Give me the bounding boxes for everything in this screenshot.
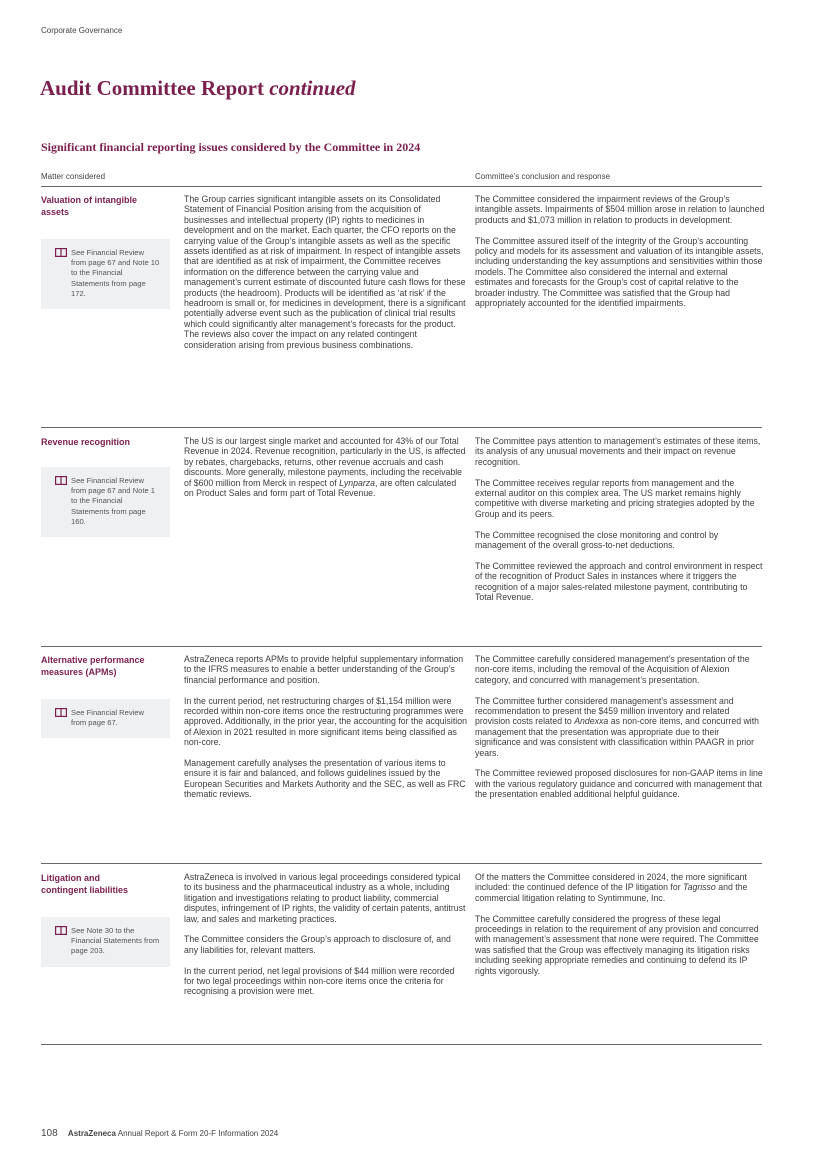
header-conclusion: Committee’s conclusion and response bbox=[475, 172, 611, 181]
paragraph: The Committee receives regular reports from management and the external auditor on this complex area. The US market remains highly competitive with diverse marketing and pricing strategies adopted by the Group and its peers. bbox=[475, 477, 755, 519]
paragraph: AstraZeneca reports APMs to provide helpful supplementary information to the IFRS measures to enable a better understanding of the Group’s financial performance and position. bbox=[184, 654, 464, 685]
paragraph: Management carefully analyses the presentation of various items to ensure it is fair and balanced, and follows guidelines issued by the European Securities and Markets Authority and the SEC, as well as FRC thematic reviews. bbox=[184, 758, 466, 800]
book-icon bbox=[55, 708, 67, 717]
cross-reference-text: See Financial Review from page 67 and Note 10 to the Financial Statements from page 172. bbox=[71, 248, 160, 298]
cross-reference-text: See Financial Review from page 67 and Note 1 to the Financial Statements from page 160. bbox=[71, 476, 156, 526]
matter-title: Alternative performance measures (APMs) bbox=[41, 655, 145, 677]
paragraph: The US is our largest single market and accounted for 43% of our Total Revenue in 2024. Revenue recognition, particularly in the US, is affected by rebates, chargebacks, returns, other revenue accruals and cash discounts. More generally, milestone payments, including the receivable of $600 million from Merck in respect of Lynparza, are often calculated on Product Sales and form part of Total Revenue. bbox=[184, 436, 466, 499]
paragraph: The Committee carefully considered the progress of these legal proceedings in relation to the requirement of any provision and concurred with management’s assessment that none were required. The Committee was satisfied that the Group was effectively managing its litigation risks including seeking appropriate remedies and continuing to defend its IP rights vigorously. bbox=[475, 913, 759, 976]
cross-reference-text: See Financial Review from page 67. bbox=[71, 708, 145, 728]
header-matter: Matter considered bbox=[41, 172, 106, 181]
book-icon bbox=[55, 248, 67, 257]
book-icon bbox=[55, 476, 67, 485]
paragraph: The Committee further considered management’s assessment and recommendation to present the $459 million inventory and related provision costs related to Andexxa as non-core items, and concurred with management that the presentation was appropriate due to their significance and was consistent with classification within PAAGR in prior years. bbox=[475, 695, 760, 758]
footer-text: Annual Report & Form 20-F Information 2024 bbox=[117, 1129, 279, 1138]
paragraph: The Committee recognised the close monitoring and control by management of the overall gross-to-net deductions. bbox=[475, 529, 719, 551]
product-name: Lynparza bbox=[339, 477, 375, 488]
cross-reference-text: See Note 30 to the Financial Statements from page 203. bbox=[71, 926, 160, 956]
row-divider bbox=[41, 427, 762, 428]
paragraph: The Group carries significant intangible assets on its Consolidated Statement of Financial Position arising from the acquisition of businesses and intellectual property (IP) rights to medicines in development and on the market. Each quarter, the CFO reports on the carrying value of the Group’s intangible assets as well as the specific assets identified as at risk of impairment. In respect of intangible assets that are identified as at risk of impairment, the Committee receives information on the difference between the carrying value and management’s current estimate of discounted future cash flows for these products (the headroom). Products will be identified as ‘at risk’ if the headroom is small or, for medicines in development, there is a significant potentially adverse event such as the publication of clinical trial results which could significantly alter management’s forecasts for the product. The reviews also cover the impact on any related contingent consideration arising from previous business combinations. bbox=[184, 194, 466, 350]
matter-description bbox=[184, 872, 467, 997]
matter-title: Litigation and contingent liabilities bbox=[41, 873, 129, 895]
matter-description bbox=[184, 436, 467, 498]
table-subtitle: Significant financial reporting issues considered by the Committee in 2024 bbox=[41, 140, 421, 154]
paragraph: The Committee reviewed the approach and control environment in respect of the recognition of Product Sales in instances where it triggers the recognition of a major sales-related milestone payment, contributing to Total Revenue. bbox=[475, 560, 763, 603]
table-row bbox=[41, 194, 765, 420]
matter-description bbox=[184, 194, 467, 350]
paragraph: The Committee considered the impairment reviews of the Group’s intangible assets. Impairments of $504 million arose in relation to launched products and $1,073 million in relation to products in development. bbox=[475, 194, 765, 225]
matter-title: Revenue recognition bbox=[41, 437, 131, 447]
page-number: 108 bbox=[41, 1128, 58, 1139]
paragraph: The Committee pays attention to management’s estimates of these items, its analysis of any unusual movements and their impact on revenue recognition. bbox=[475, 436, 761, 467]
page-title-main: Audit Committee Report bbox=[40, 76, 264, 100]
cross-reference bbox=[41, 917, 170, 967]
page-title-continued: continued bbox=[269, 76, 356, 100]
paragraph: In the current period, net restructuring charges of $1,154 million were recorded within non-core items once the restructuring programmes were approved. Additionally, in the prior year, the accounting for the acquisition of Alexion in 2021 resulted in more significant items being classified as non-core. bbox=[184, 695, 467, 748]
section-label: Corporate Governance bbox=[41, 26, 123, 35]
product-name: Tagrisso bbox=[683, 882, 716, 893]
table-row bbox=[41, 436, 762, 641]
paragraph: Of the matters the Committee considered in 2024, the more significant included: the continued defence of the IP litigation for Tagrisso and the commercial litigation relating to Syntimmune, Inc. bbox=[475, 872, 748, 903]
page-title bbox=[40, 76, 356, 101]
cross-reference bbox=[41, 239, 170, 309]
table-row bbox=[41, 872, 762, 1042]
paragraph: The Committee carefully considered management’s presentation of the non-core items, including the removal of the Acquisition of Alexion category, and concurred with management’s presentation. bbox=[475, 654, 750, 685]
paragraph: The Committee considers the Group’s approach to disclosure of, and any liabilities for, relevant matters. bbox=[184, 934, 451, 955]
cross-reference bbox=[41, 467, 170, 537]
book-icon bbox=[55, 926, 67, 935]
header-divider bbox=[41, 186, 762, 187]
paragraph: The Committee reviewed proposed disclosures for non-GAAP items in line with the various regulatory guidance and concurred with management that the presentation enabled additional helpful guidance. bbox=[475, 768, 763, 800]
cross-reference bbox=[41, 699, 170, 738]
committee-response bbox=[475, 194, 765, 308]
paragraph: The Committee assured itself of the integrity of the Group’s accounting policy and models for its assessment and valuation of its intangible assets, including understanding the key assumptions and sensitivities within those models. The Committee also considered the internal and external estimates and forecasts for the Group’s cost of capital relative to the broader industry. The Committee was satisfied that the Group had appropriately accounted for the identified impairments. bbox=[475, 235, 764, 309]
paragraph: AstraZeneca is involved in various legal proceedings considered typical to its business and the pharmaceutical industry as a whole, including litigation and investigations relating to product liability, commercial disputes, infringement of IP rights, the validity of certain patents, antitrust law, and sales and marketing practices. bbox=[184, 872, 466, 924]
footer-brand: AstraZeneca bbox=[67, 1129, 116, 1138]
table-row bbox=[41, 654, 762, 856]
committee-response bbox=[475, 654, 765, 800]
row-divider bbox=[41, 646, 762, 647]
page-footer bbox=[41, 1128, 278, 1139]
committee-response bbox=[475, 436, 765, 602]
paragraph: In the current period, net legal provisions of $44 million were recorded for two legal proceedings within non-core items once the criteria for recognising a provision were met. bbox=[184, 965, 455, 997]
matter-title: Valuation of intangible assets bbox=[41, 195, 138, 217]
committee-response bbox=[475, 872, 765, 976]
product-name: Andexxa bbox=[574, 716, 609, 727]
table-bottom-rule bbox=[41, 1044, 762, 1045]
matter-description bbox=[184, 654, 467, 800]
row-divider bbox=[41, 863, 762, 864]
